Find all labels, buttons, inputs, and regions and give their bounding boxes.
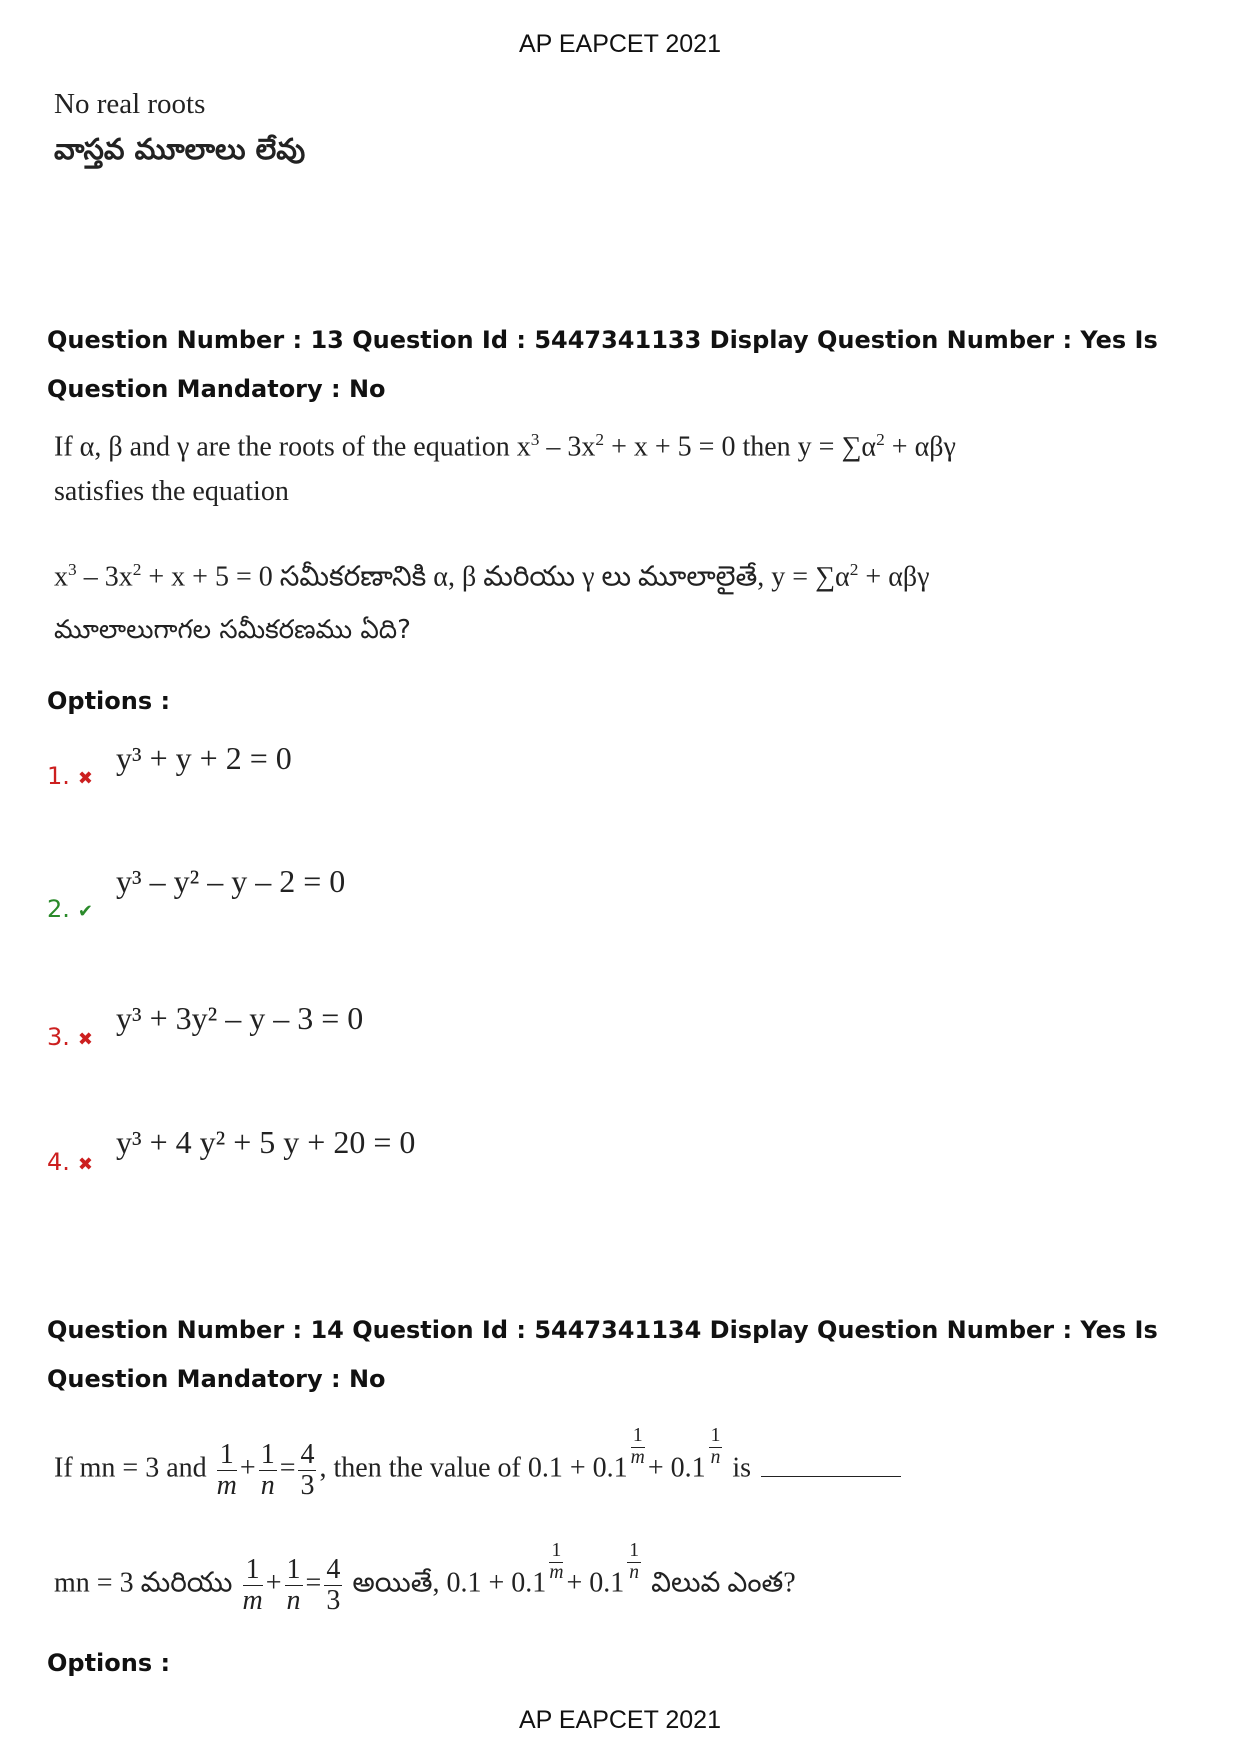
q13-telugu-line1	[54, 560, 930, 599]
q13-option-1-number	[47, 762, 93, 790]
prev-answer-english: No real roots	[54, 88, 206, 120]
q14-en-part: + 0.1	[647, 1452, 706, 1484]
q13-option-4-expression: y³ + 4 y² + 5 y + 20 = 0	[116, 1124, 416, 1160]
q14-te-part: అయితే, 0.1 + 0.1	[352, 1567, 547, 1599]
page-header: AP EAPCET 2021	[519, 30, 721, 58]
numerator: 4	[326, 1554, 341, 1586]
q14-te-part: mn = 3 మరియు	[54, 1567, 233, 1599]
question-14-header: Question Number : 14 Question Id : 5447341134 Display Question Number : Yes Is Question Mandatory : No	[47, 1316, 1158, 1393]
question-13-header: Question Number : 13 Question Id : 5447341133 Display Question Number : Yes Is Question Mandatory : No	[47, 326, 1158, 403]
q13-te-part: + αβγ	[858, 561, 930, 593]
sup: 2	[132, 560, 142, 579]
equals-sign: =	[305, 1567, 322, 1599]
fraction-1-over-n	[285, 1555, 303, 1615]
equals-sign: =	[279, 1452, 296, 1484]
option-number: 4.	[47, 1148, 70, 1176]
exponent-1-over-n	[627, 1541, 641, 1583]
numerator: 1	[629, 1540, 640, 1561]
numerator: 1	[549, 1541, 563, 1563]
denominator: n	[629, 1561, 640, 1583]
denominator: m	[549, 1561, 564, 1583]
fraction-1-over-n	[259, 1440, 277, 1500]
option-number: 2.	[47, 895, 70, 923]
wrong-mark-icon: ✖	[77, 768, 93, 789]
q13-option-2-number	[47, 895, 93, 923]
sup: 3	[530, 430, 540, 449]
q14-options-label: Options :	[47, 1649, 171, 1677]
q13-en-part: – 3x	[539, 431, 596, 463]
q13-en-part: + αβγ	[884, 431, 956, 463]
q13-en-part: If α, β and γ are the roots of the equation x	[54, 431, 531, 463]
q14-en-part: , then the value of 0.1 + 0.1	[319, 1452, 628, 1484]
prev-answer-telugu: వాస్తవ మూలాలు లేవు	[54, 132, 306, 166]
denominator: n	[286, 1584, 301, 1616]
q13-en-part: + x + 5 = 0 then y = ∑α	[604, 431, 877, 463]
numerator: 1	[243, 1555, 263, 1585]
q13-te-part: – 3x	[76, 561, 133, 593]
q13-te-part: + x + 5 = 0 సమీకరణానికి α, β మరియు γ లు మూలాలైతే, y = ∑α	[141, 561, 850, 593]
q13-option-3-expression: y³ + 3y² – y – 3 = 0	[116, 1000, 364, 1036]
numerator: 1	[710, 1425, 721, 1446]
wrong-mark-icon: ✖	[77, 1029, 93, 1050]
numerator: 1	[260, 1439, 275, 1471]
q14-en-part: is	[732, 1452, 752, 1484]
exponent-1-over-n	[709, 1426, 723, 1468]
sup: 2	[849, 560, 859, 579]
exponent-1-over-m	[549, 1541, 563, 1583]
numerator: 1	[286, 1554, 301, 1586]
denominator: m	[630, 1446, 645, 1468]
denominator: 3	[300, 1469, 315, 1501]
denominator: n	[260, 1469, 275, 1501]
denominator: n	[710, 1446, 721, 1468]
correct-check-icon: ✔	[77, 901, 93, 922]
sup: 2	[595, 430, 605, 449]
q13-option-3-number	[47, 1023, 93, 1051]
q14-english-line	[54, 1426, 901, 1500]
sup: 2	[876, 430, 885, 449]
numerator: 1	[217, 1440, 237, 1470]
q14-te-part: విలువ ఎంత?	[651, 1567, 796, 1599]
option-number: 3.	[47, 1023, 70, 1051]
q13-option-4-number	[47, 1148, 93, 1176]
q14-en-part: If mn = 3 and	[54, 1452, 207, 1484]
page-footer: AP EAPCET 2021	[519, 1706, 721, 1734]
denominator: 3	[326, 1584, 341, 1616]
denominator: m	[216, 1469, 237, 1501]
denominator: m	[242, 1584, 263, 1616]
q14-te-part: + 0.1	[566, 1567, 625, 1599]
plus-sign: +	[239, 1452, 256, 1484]
fraction-1-over-m	[243, 1555, 263, 1615]
q13-english-line1	[54, 430, 956, 463]
answer-blank	[761, 1476, 901, 1477]
q13-option-1-expression: y³ + y + 2 = 0	[116, 740, 292, 776]
fraction-1-over-m	[217, 1440, 237, 1500]
q13-te-part: x	[54, 561, 68, 593]
fraction-4-over-3	[324, 1555, 342, 1615]
q13-options-label: Options :	[47, 687, 171, 715]
numerator: 4	[300, 1439, 315, 1471]
plus-sign: +	[265, 1567, 282, 1599]
q13-option-2-expression: y³ – y² – y – 2 = 0	[116, 863, 346, 899]
q13-telugu-line2: మూలాలుగాగల సమీకరణము ఏది?	[54, 615, 411, 645]
wrong-mark-icon: ✖	[77, 1154, 93, 1175]
q13-english-line2: satisfies the equation	[54, 476, 289, 507]
numerator: 1	[631, 1426, 645, 1448]
fraction-4-over-3	[298, 1440, 316, 1500]
sup: 3	[68, 560, 77, 579]
option-number: 1.	[47, 762, 70, 790]
exponent-1-over-m	[631, 1426, 645, 1468]
q14-telugu-line	[54, 1541, 796, 1615]
